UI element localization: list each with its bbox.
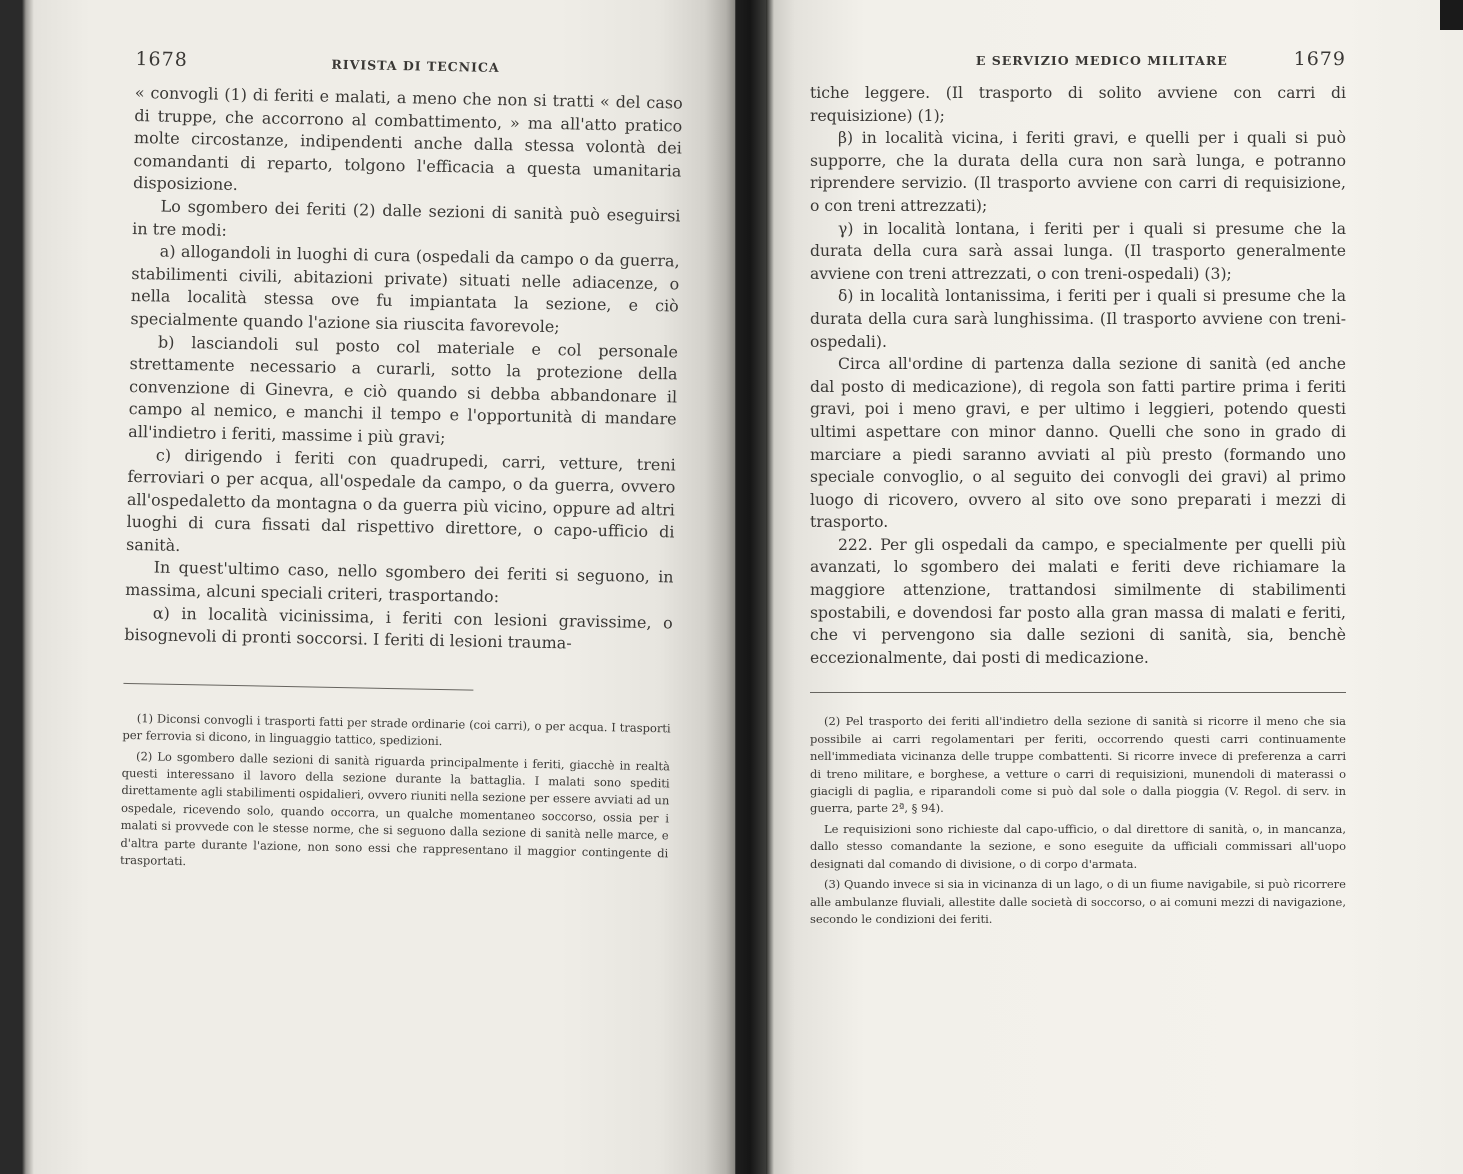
scan-corner [1440,0,1463,30]
paragraph: Lo sgombero dei feriti (2) dalle sezioni di sanità può eseguirsi in tre modi: [132,196,681,240]
book-gutter [736,0,766,1174]
footnote: (3) Quando invece si sia in vicinanza di un lago, o di un fiume navigabile, si può ricorrere alle ambulanze fluviali, allestite dalle società di soccorso, o ai comuni mezzi di navigazione, secondo le condizioni dei feriti. [810,877,1346,926]
gutter-shadow [766,0,774,1174]
right-running-title: E SERVIZIO MEDICO MILITARE [975,53,1228,68]
right-page-number: 1679 [1293,48,1346,70]
paragraph: Circa all'ordine di partenza dalla sezione di sanità (ed anche dal posto di medicazione), di regola son fatti partire prima i feriti gravi, poi i meno gravi, e per ultimo i leggieri, potendo questi ultimi aspettare con minor danno. Quelli che sono in grado di marciare a piedi saranno avviati al più presto (formando uno speciale convoglio, o al seguito dei convogli dei gravi) al primo luogo di ricovero, ovvero al sito ove sono preparati i mezzi di trasporto. [810,355,1346,532]
footnote: (2) Lo sgombero dalle sezioni di sanità riguarda principalmente i feriti, giacchè in realtà questi interessano il lavoro della sezione durante la battaglia. I malati sono spediti direttamente agli stabilimenti ospidalieri, ovvero riuniti nella sezione per essere avviati ad un ospedale, ricevendo solo, quando occorra, un qualche momentaneo soccorso, ossia per i malati si provvede con le stesse norme, che si seguono dalla sezione di sanità nelle marce, e d'altra parte durante l'azione, non sono essi che rappresentano il maggior contingente di trasportati. [119,748,671,869]
footnote: Le requisizioni sono richieste dal capo-ufficio, o dal direttore di sanità, o, in mancanza, dallo stesso comandante la sezione, e sono eseguite da ufficiali commissari all'uopo designati dal comando di divisione, o di corpo d'armata. [810,821,1346,871]
left-page-content [119,48,683,880]
right-footnotes [810,713,1346,928]
paragraph: c) dirigendo i feriti con quadrupedi, carri, vetture, treni ferroviari o per acqua, all'ospedale da campo, o da guerra, ovvero all'ospedaletto da montagna o da guerra più vicino, oppure ad altri luoghi di cura fissati dal rispettivo direttore, o capo-ufficio di sanità. [125,444,676,555]
paragraph: γ) in località lontana, i feriti per i quali si presume che la durata della cura sarà assai lunga. (Il trasporto generalmente avviene con treni attrezzati, o con treni-ospedali) (3); [810,219,1346,283]
right-body-text [810,82,1346,669]
footnote-separator [810,692,1346,693]
paragraph: a) allogandoli in luoghi di cura (ospedali da campo o da guerra, stabilimenti civili, abitazioni private) situati nelle adiacenze, o nella località stessa ove fu impiantata la sezione, e ciò specialmente quando l'azione sia riuscita favorevole; [130,241,680,337]
paragraph: In quest'ultimo caso, nello sgombero dei feriti si seguono, in massima, alcuni speciali criteri, trasportando: [125,557,674,607]
paragraph: tiche leggere. (Il trasporto di solito avviene con carri di requisizione) (1); [810,84,1346,125]
paragraph: « convogli (1) di feriti e malati, a meno che non si tratti « del caso di truppe, che accorrono al combattimento, » ma all'atto pratico molte circostanze, indipendenti anche dalla stessa volontà dei comandanti di reparto, tolgono l'efficacia a questa umanitaria disposizione. [132,82,683,195]
left-footnotes [120,710,671,880]
paragraph: δ) in località lontanissima, i feriti per i quali si presume che la durata della cura sarà lunghissima. (Il trasporto avviene con treni-ospedali). [810,287,1346,351]
footnote: (1) Diconsi convogli i trasporti fatti per strade ordinarie (coi carri), o per acqua. I trasporti per ferrovia si dicono, in linguaggio tattico, spedizioni. [122,710,671,749]
paragraph: b) lasciandoli sul posto col materiale e col personale strettamente necessario a curarli, sotto la protezione della convenzione di Ginevra, e ciò quando si debba abbandonare il campo al nemico, e manchi il tempo e l'opportunità di mandare all'indietro i feriti, massime i più gravi; [128,332,679,447]
right-page-content [810,48,1346,928]
left-running-title: RIVISTA DI TECNICA [331,56,500,75]
footnote: (2) Pel trasporto dei feriti all'indietro della sezione di sanità si ricorre il meno che sia possibile ai carri regolamentari per feriti, occorrendo questi carri continuamente nell'immediata vicinanza delle truppe combattenti. Si ricorre invece di preferenza a carri di treno militare, e borghese, a vetture o carri di requisizioni, munendoli di materassi o giacigli di paglia, e riparandoli come si può dal sole o dalla pioggia (V. Regol. di serv. in guerra, parte 2ª, § 94). [810,714,1346,816]
footnote-separator [123,683,473,691]
left-body-text [124,82,683,657]
paragraph: α) in località vicinissima, i feriti con lesioni gravissime, o bisognevoli di pronti soccorsi. I feriti di lesioni trauma- [124,603,673,653]
right-running-header [810,48,1346,72]
paragraph: β) in località vicina, i feriti gravi, e quelli per i quali si può supporre, che la durata della cura non sarà lunga, e potranno riprendere servizio. (Il trasporto avviene con carri di requisizione, o con treni attrezzati); [810,129,1346,215]
paragraph: 222. Per gli ospedali da campo, e specialmente per quelli più avanzati, lo sgombero dei malati e feriti deve richiamare la maggiore attenzione, trattandosi similmente di stabilimenti spostabili, e dovendosi far posto alla gran massa di malati e feriti, che vi pervengono sia dalle sezioni di sanità, sia, benchè eccezionalmente, dai posti di medicazione. [810,535,1346,667]
left-page-number: 1678 [135,48,189,72]
